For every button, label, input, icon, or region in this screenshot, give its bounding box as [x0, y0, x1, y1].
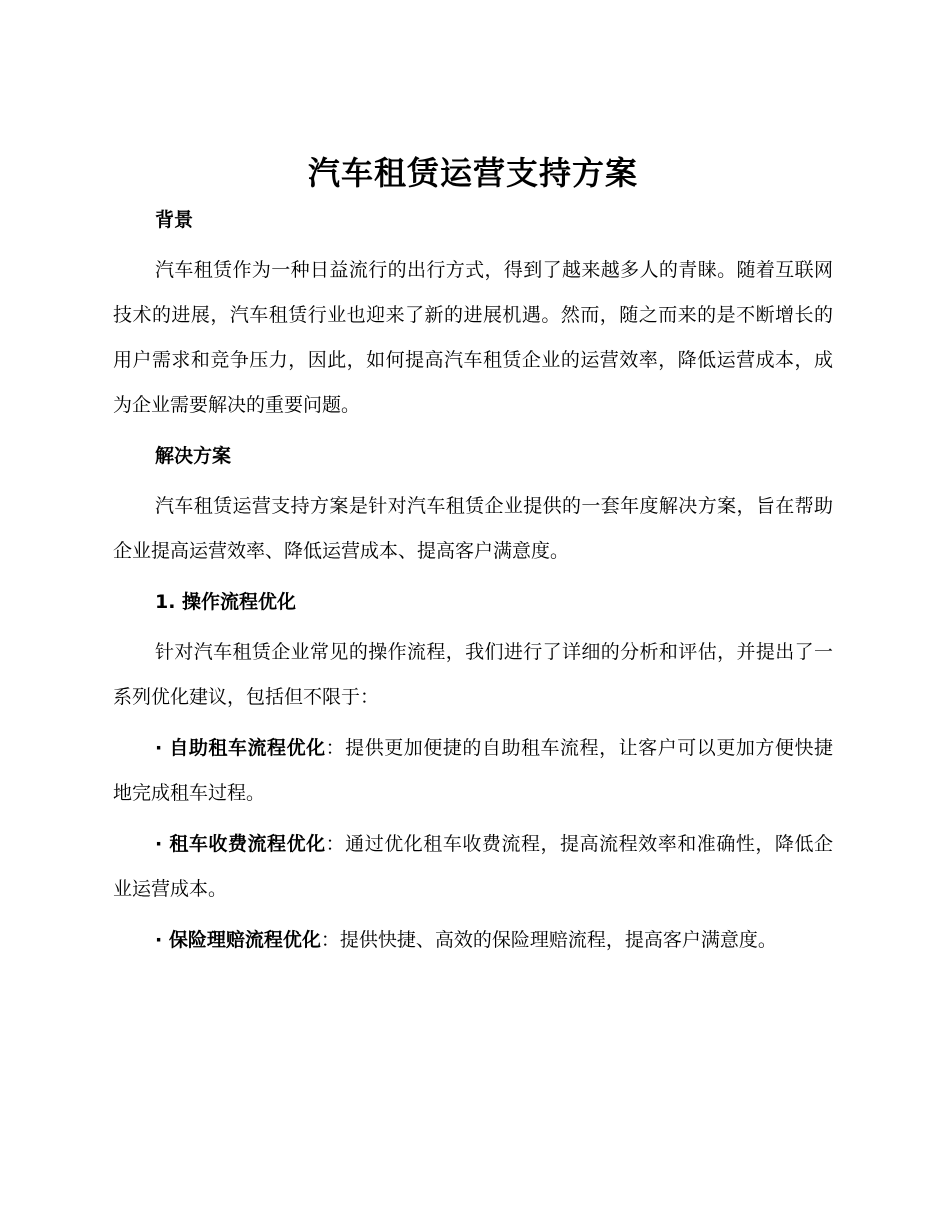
bullet-text: ：提供更加便捷的自助租车流程，让客户可以更加方便快捷地完成租车过程。 — [113, 737, 833, 804]
process-paragraph: 针对汽车租赁企业常见的操作流程，我们进行了详细的分析和评估，并提出了一系列优化建议，包括但不限于： — [113, 641, 833, 708]
bullet-text: ：提供快捷、高效的保险理赔流程，提高客户满意度。 — [320, 929, 777, 951]
bullet-text: ：通过优化租车收费流程，提高流程效率和准确性，降低企业运营成本。 — [113, 833, 833, 900]
document-title: 汽车租赁运营支持方案 — [307, 154, 638, 192]
bullet-label: · 自助租车流程优化 — [155, 737, 326, 759]
list-item — [113, 918, 833, 963]
bullet-label: · 保险理赔流程优化 — [155, 929, 321, 951]
bullet-label: · 租车收费流程优化 — [155, 833, 326, 855]
list-item — [113, 726, 833, 816]
solution-paragraph: 汽车租赁运营支持方案是针对汽车租赁企业提供的一套年度解决方案，旨在帮助企业提高运营效率、降低运营成本、提高客户满意度。 — [113, 495, 833, 562]
process-heading: 1. 操作流程优化 — [155, 591, 297, 613]
solution-heading: 解决方案 — [155, 445, 232, 467]
list-item — [113, 822, 833, 912]
background-paragraph: 汽车租赁作为一种日益流行的出行方式，得到了越来越多人的青睐。随着互联网技术的进展，汽车租赁行业也迎来了新的进展机遇。然而，随之而来的是不断增长的用户需求和竞争压力，因此，如何提高汽车租赁企业的运营效率，降低运营成本，成为企业需要解决的重要问题。 — [113, 259, 833, 416]
background-heading: 背景 — [155, 209, 194, 231]
document-page — [113, 148, 833, 963]
